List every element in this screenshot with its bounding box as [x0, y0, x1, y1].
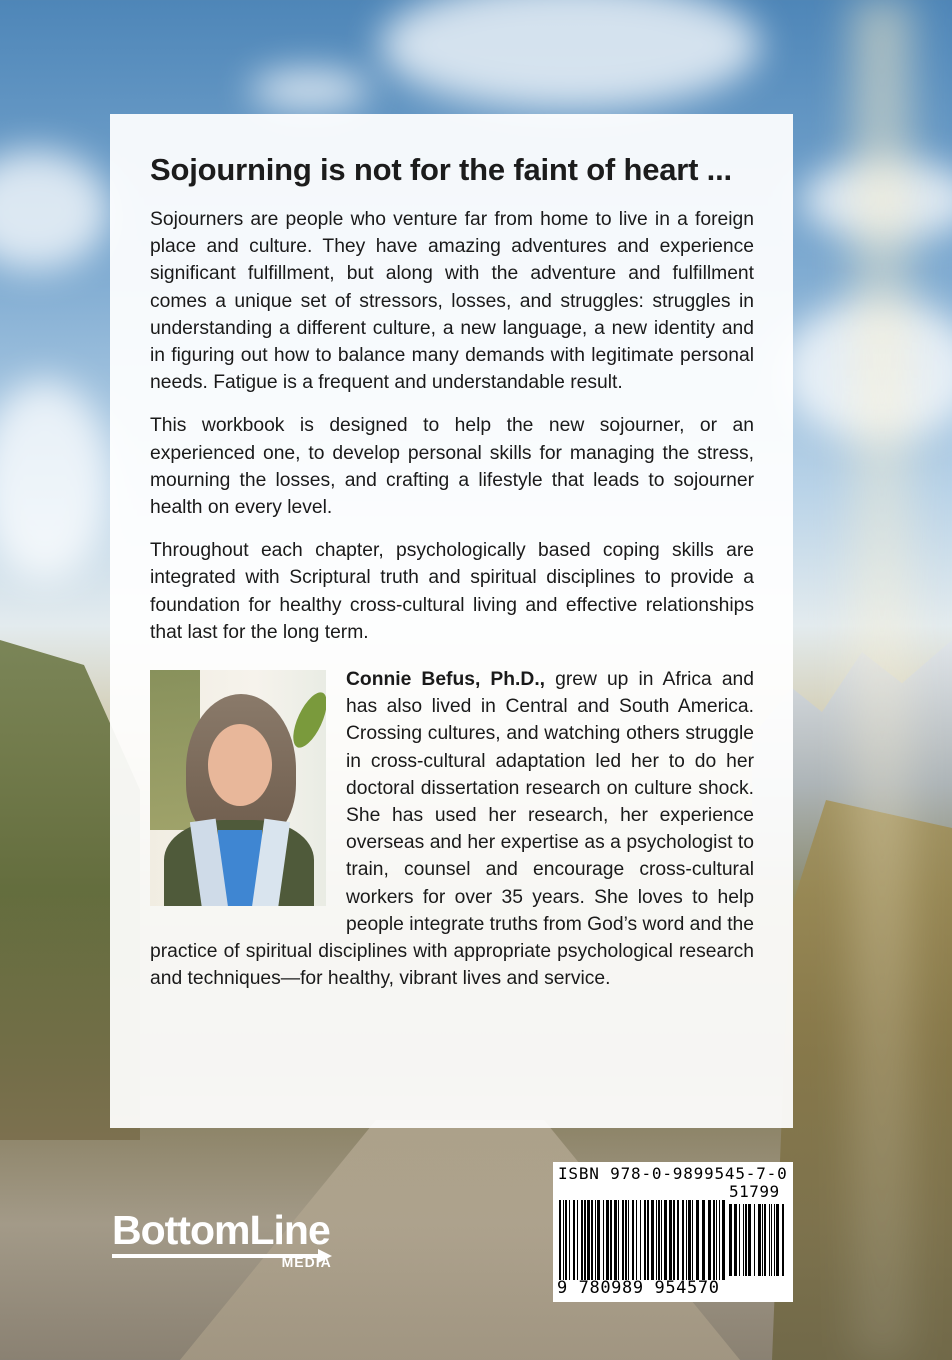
publisher-sub: MEDIA	[281, 1254, 332, 1270]
cloud	[0, 150, 110, 270]
publisher-name: BottomLine	[112, 1207, 330, 1253]
text-panel	[110, 114, 793, 1128]
barcode-bar	[569, 1200, 570, 1280]
isbn-text: ISBN 978-0-9899545-7-0	[558, 1164, 788, 1183]
paragraph-intro: Sojourners are people who venture far from home to live in a foreign place and culture. They have amazing adventures and experience significant fulfillment, but along with the adventure and fulfillment comes a unique set of stressors, losses, and struggles: struggles in understanding a different culture, a new language, a new identity and in figuring out how to balance many demands with legitimate personal needs. Fatigue is a frequent and understandable result.	[150, 209, 754, 394]
barcode-bar	[618, 1200, 619, 1280]
barcode-bar	[587, 1200, 590, 1280]
barcode-bar	[603, 1200, 604, 1280]
barcode-bar	[702, 1200, 705, 1280]
barcode-bar	[745, 1204, 747, 1276]
barcode-bar	[719, 1200, 720, 1280]
barcode-bar	[673, 1200, 675, 1280]
barcode-bar	[688, 1200, 691, 1280]
author-name: Connie Befus, Ph.D.,	[346, 669, 546, 691]
barcode-bar	[782, 1204, 784, 1276]
barcode-bar	[559, 1200, 561, 1280]
headline-emphasis: not	[353, 152, 402, 187]
barcode-bar	[591, 1200, 593, 1280]
barcode-bar	[640, 1200, 641, 1280]
barcode-bar	[595, 1200, 596, 1280]
barcode-bar	[686, 1200, 687, 1280]
barcode-bar	[573, 1200, 575, 1280]
barcode-bar	[696, 1200, 699, 1280]
barcode-bar	[656, 1200, 657, 1280]
barcode-bar	[563, 1200, 564, 1280]
author-bio-text: Connie Befus, Ph.D., grew up in Africa and has also lived in Central and South America. Crossing cultures, and watching others struggle in cross-cultural adaptation led her to do her doctoral dissertation research on culture shock. She has used her research, her experience overseas and her expertise as a psychologist to train, counsel and encourage cross-cultural workers for over 35 years. She loves to help people integrate truths from God’s word and the practice of spiritual disciplines with appropriate psychological research and techniques—for healthy, vibrant lives and service.	[150, 669, 755, 990]
barcode-bar	[729, 1204, 732, 1276]
barcode-bar	[669, 1200, 672, 1280]
barcode-bar	[625, 1200, 627, 1280]
barcode-bar	[614, 1200, 617, 1280]
barcode-bar	[565, 1200, 567, 1280]
barcode-bar	[622, 1200, 624, 1280]
barcode	[553, 1162, 793, 1302]
barcode-bar	[739, 1204, 740, 1276]
barcode-bar	[716, 1200, 717, 1280]
paragraph-chapters: Throughout each chapter, psychologically based coping skills are integrated with Scriptural truth and spiritual disciplines to provide a foundation for healthy cross-cultural living and effective relationships that last for the long term.	[150, 540, 754, 643]
barcode-bar	[713, 1200, 715, 1280]
barcode-bar	[734, 1204, 737, 1276]
barcode-bar	[692, 1200, 693, 1280]
barcode-bar	[769, 1204, 770, 1276]
headline: Sojourning is not for the faint of heart ...	[150, 152, 732, 187]
barcode-bar	[776, 1204, 779, 1276]
barcode-bar	[758, 1204, 761, 1276]
light-flare	[852, 0, 912, 1360]
barcode-bar	[754, 1204, 755, 1276]
barcode-bar	[628, 1200, 629, 1280]
barcode-bar	[664, 1200, 667, 1280]
barcode-bar	[708, 1200, 711, 1280]
barcode-bar	[577, 1200, 578, 1280]
barcode-bar	[632, 1200, 634, 1280]
barcode-bar	[597, 1200, 600, 1280]
panel-content	[150, 152, 754, 992]
addon-number: 51799	[729, 1182, 780, 1201]
cloud	[0, 380, 110, 580]
ean-number: 9 780989 954570	[557, 1278, 720, 1298]
barcode-bar	[764, 1204, 766, 1276]
barcode-bar	[610, 1200, 612, 1280]
barcode-bar	[743, 1204, 744, 1276]
barcode-bar	[584, 1200, 586, 1280]
cloud	[380, 0, 760, 110]
paragraph-workbook: This workbook is designed to help the new sojourner, or an experienced one, to develop personal skills for managing the stress, mourning the losses, and crafting a lifestyle that leads to sojourner health on every level.	[150, 415, 754, 519]
addon-bars	[729, 1204, 787, 1276]
barcode-bar	[651, 1200, 654, 1280]
cloud	[250, 70, 370, 110]
barcode-bar	[762, 1204, 763, 1276]
ean-bars	[559, 1200, 725, 1280]
barcode-bar	[581, 1200, 583, 1280]
barcode-bar	[661, 1200, 662, 1280]
barcode-bar	[677, 1200, 679, 1280]
barcode-bar	[748, 1204, 751, 1276]
barcode-bar	[658, 1200, 660, 1280]
publisher-logo	[112, 1207, 332, 1270]
barcode-bar	[606, 1200, 609, 1280]
barcode-bar	[682, 1200, 684, 1280]
barcode-bar	[771, 1204, 772, 1276]
author-photo	[150, 670, 326, 906]
barcode-bar	[647, 1200, 649, 1280]
barcode-bar	[644, 1200, 646, 1280]
author-bio	[150, 666, 754, 992]
barcode-bar	[722, 1200, 725, 1280]
barcode-bar	[636, 1200, 637, 1280]
barcode-bar	[774, 1204, 775, 1276]
